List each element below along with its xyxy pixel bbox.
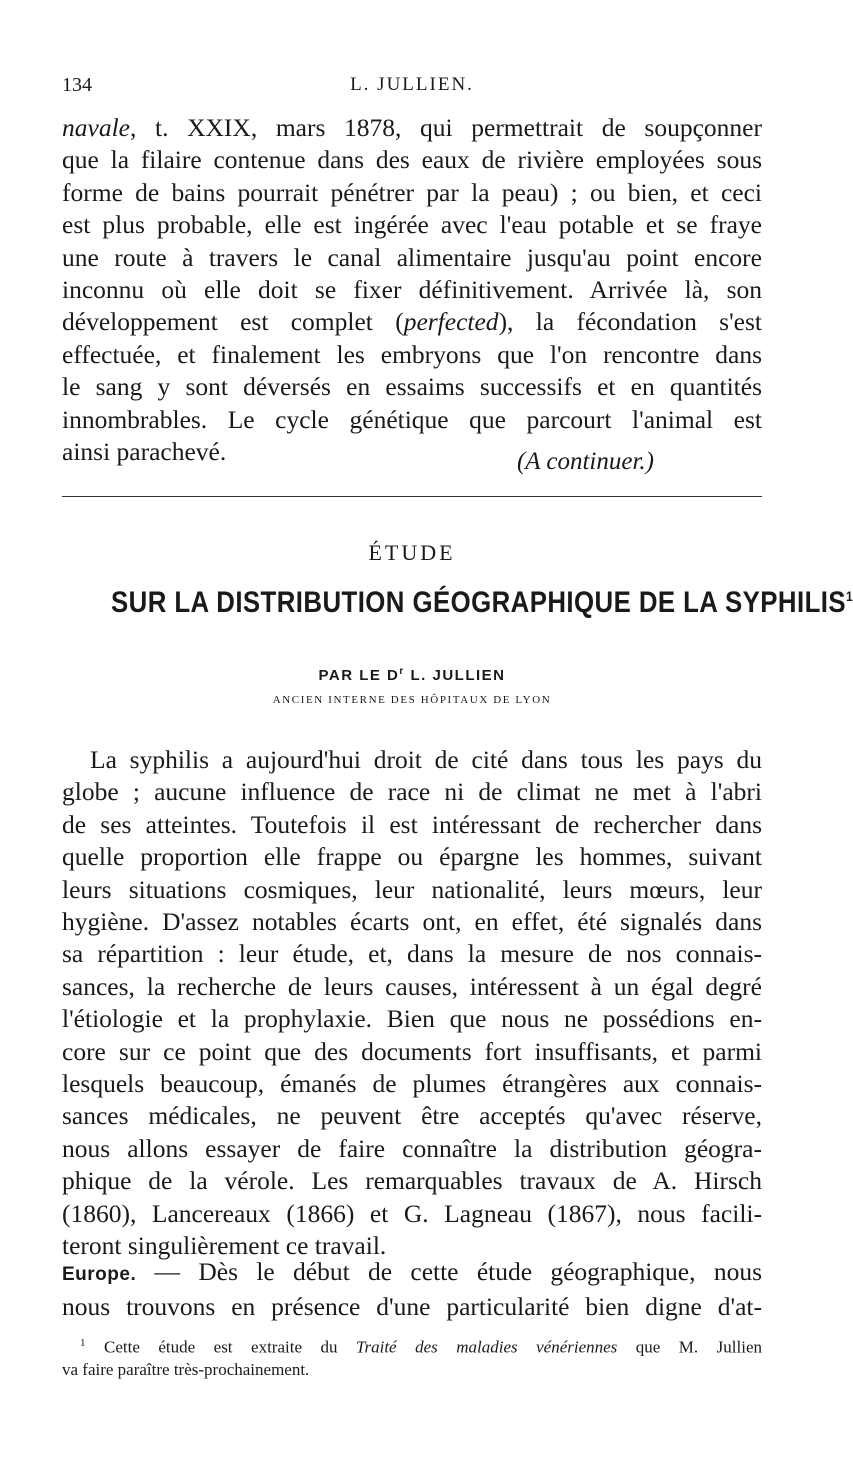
text-line: ainsi parachevé. [62,437,227,467]
text-line: (1860), Lancereaux (1866) et G. Lagneau (1867), nous facili- [62,1198,762,1228]
section-divider [62,496,762,497]
text-line: sances médicales, ne peuvent être acceptés qu'avec réserve, [62,1101,762,1131]
text-line: globe ; aucune influence de race ni de climat ne met à l'abri [62,777,762,807]
text-line: phique de la vérole. Les remarquables travaux de A. Hirsch [62,1166,762,1196]
footnote-line: $^1$ Cette étude est extraite du Traité des maladies vénériennes que M. Jullien [80,1337,762,1357]
italic-text: Traité des maladies vénériennes [355,1337,618,1357]
text-line: le sang y sont déversés en essaims successifs et en quantités [62,372,762,402]
text-line: nous allons essayer de faire connaître la distribution géogra- [62,1133,762,1163]
europe-paragraph [62,1256,762,1324]
text-line: lesquels beaucoup, émanés de plumes étrangères aux connais- [62,1069,762,1099]
text-line: quelle proportion elle frappe ou épargne les hommes, suivant [62,842,762,872]
text-line: que la filaire contenue dans des eaux de rivière employées sous [62,145,762,175]
continued-paragraph [62,112,762,468]
text-line: teront singulièrement ce travail. [62,1231,387,1261]
text-line: est plus probable, elle est ingérée avec l'eau potable et se fraye [62,210,762,240]
italic-text: perfected [403,307,499,337]
text-line: leurs situations cosmiques, leur nationalité, leurs mœurs, leur [62,874,762,904]
footnote-line: va faire paraître très-prochainement. [62,1359,310,1379]
footnote-mark: 1 [80,1337,86,1349]
text-line: sa répartition : leur étude, et, dans la mesure de nos connais- [62,939,762,969]
to-be-continued-note: (A continuer.) [516,448,654,475]
footnote [62,1332,762,1381]
text-line: une route à travers le canal alimentaire jusqu'au point encore [62,242,762,272]
text-line: Europe. — Dès le début de cette étude géographique, nous [62,1257,762,1286]
article-kicker: ÉTUDE [368,540,456,565]
article-title: SUR LA DISTRIBUTION GÉOGRAPHIQUE DE LA SYPHILIS$^1$ [111,586,853,619]
text-line: effectuée, et finalement les embryons que l'on rencontre dans [62,339,762,369]
text-line: La syphilis a aujourd'hui droit de cité dans tous les pays du [90,745,762,774]
text-line: forme de bains pourrait pénétrer par la peau) ; ou bien, et ceci [62,177,762,207]
text-line: inconnu où elle doit se fixer définitivement. Arrivée là, son [62,275,762,305]
text-line: navale, t. XXIX, mars 1878, qui permettrait de soupçonner [62,113,762,142]
text-line: sances, la recherche de leurs causes, intéressent à un égal degré [62,971,762,1001]
running-title: L. JULLIEN. [350,74,474,95]
running-head [62,74,762,104]
text-line: développement est complet (perfected), la fécondation s'est [62,307,762,337]
text-line: innombrables. Le cycle génétique que parcourt l'animal est [62,404,762,434]
text-line: nous trouvons en présence d'une particularité bien digne d'at- [62,1292,762,1322]
text-line: de ses atteintes. Toutefois il est intéressant de rechercher dans [62,809,762,839]
section-heading: Europe. [62,1264,137,1285]
page-number: 134 [62,74,92,96]
article-author: PAR LE $D^r$ L. JULLIEN [318,666,506,684]
footnote-reference: 1 [846,588,853,604]
italic-text: navale [62,113,130,142]
author-affiliation: ANCIEN INTERNE DES HÔPITAUX DE LYON [272,694,552,706]
text-line: hygiène. D'assez notables écarts ont, en effet, été signalés dans [62,907,762,937]
text-line: core sur ce point que des documents fort insuffisants, et parmi [62,1036,762,1066]
text-line: l'étiologie et la prophylaxie. Bien que nous ne possédions en- [62,1004,762,1034]
intro-paragraph [62,744,762,1263]
